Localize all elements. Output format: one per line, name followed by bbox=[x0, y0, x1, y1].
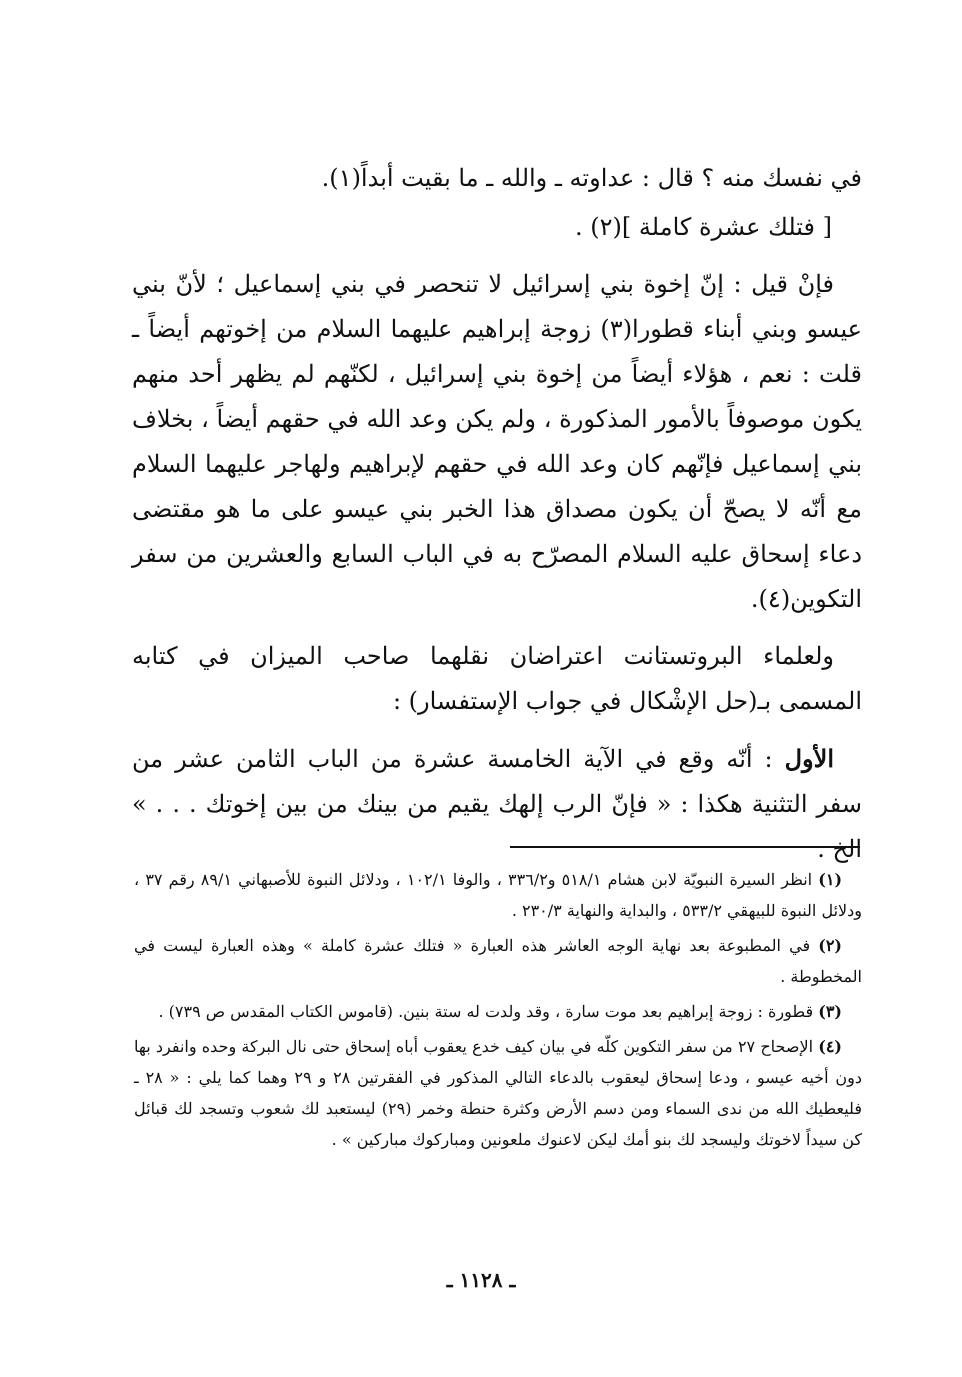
footnote-number: (١) bbox=[818, 870, 843, 889]
footnote-item bbox=[134, 1031, 862, 1155]
footnote-number: (٣) bbox=[818, 1002, 842, 1021]
paragraph-body: : أنّه وقع في الآية الخامسة عشرة من الباب الثامن عشر من سفر التثنية هكذا : « فإنّ الرب إلهك يقيم من بينك من بين إخوتك . . . » الخ . bbox=[132, 745, 863, 863]
footnote-text: انظر السيرة النبويّة لابن هشام ٥١٨/١ و٣٣٦/٢ ، والوفا ١٠٢/١ ، ودلائل النبوة للأصبهاني ٨٩/١ رقم ٣٧ ، ودلائل النبوة للبيهقي ٥٣٣/٢ ، والبداية والنهاية ٢٣٠/٣ . bbox=[134, 870, 862, 920]
paragraph-protestant-scholars: ولعلماء البروتستانت اعتراضان نقلهما صاحب الميزان في كتابه المسمى بـ(حل الإشْكال في جواب الإستفسار) : bbox=[132, 642, 862, 715]
footnote-item bbox=[134, 864, 862, 926]
footnote-number: (٤) bbox=[818, 1037, 842, 1056]
main-text bbox=[132, 156, 862, 884]
paragraph-lead-word: الأول bbox=[784, 744, 834, 773]
footnote-text: في المطبوعة بعد نهاية الوجه العاشر هذه العبارة « فتلك عشرة كاملة » وهذه العبارة ليست في المخطوطة . bbox=[134, 936, 862, 986]
text-line-opening: في نفسك منه ؟ قال : عداوته ـ والله ـ ما بقيت أبداً(١). bbox=[321, 164, 862, 192]
paragraph-first-objection bbox=[132, 736, 862, 872]
footnote-item bbox=[134, 996, 862, 1027]
page-number: ـ ١١٢٨ ـ bbox=[446, 1268, 516, 1292]
footnote-text: قطورة : زوجة إبراهيم بعد موت سارة ، وقد ولدت له ستة بنين. (قاموس الكتاب المقدس ص ٧٣٩) . bbox=[158, 1002, 819, 1021]
bracketed-phrase: [ فتلك عشرة كاملة ](٢) . bbox=[575, 213, 832, 241]
footnotes bbox=[134, 864, 862, 1159]
footnote-item bbox=[134, 930, 862, 992]
footnote-divider bbox=[510, 846, 860, 848]
footnote-number: (٢) bbox=[818, 936, 842, 955]
paragraph-objection: فإنْ قيل : إنّ إخوة بني إسرائيل لا تنحصر في بني إسماعيل ؛ لأنّ بني عيسو وبني أبناء قطورا(٣) زوجة إبراهيم عليهما السلام من إخوتهم أيضاً ـ قلت : نعم ، هؤلاء أيضاً من إخوة بني إسرائيل ، لكنّهم لم يظهر أحد منهم يكون موصوفاً بالأمور المذكورة ، ولم يكن وعد الله في حقهم أيضاً ، بخلاف بني إسماعيل فإنّهم كان وعد الله في حقهم لإبراهيم ولهاجر عليهما السلام مع أنّه لا يصحّ أن يكون مصداق هذا الخبر بني عيسو على ما هو مقتضى دعاء إسحاق عليه السلام المصرّح به في الباب السابع والعشرين من سفر التكوين(٤). bbox=[132, 270, 863, 613]
footnote-text: الإصحاح ٢٧ من سفر التكوين كلّه في بيان كيف خدع يعقوب أباه إسحاق حتى نال البركة وحده وانفرد بها دون أخيه عيسو ، ودعا إسحاق ليعقوب بالدعاء التالي المذكور في الفقرتين ٢٨ و ٢٩ وهما كما يلي : « ٢٨ ـ فليعطيك الله من ندى السماء ومن دسم الأرض وكثرة حنطة وخمر (٢٩) ليستعبد لك شعوب وتسجد لك قبائل كن سيداً لاخوتك وليسجد لك بنو أمك ليكن لاعنوك ملعونين ومباركوك مباركين » . bbox=[134, 1037, 863, 1149]
